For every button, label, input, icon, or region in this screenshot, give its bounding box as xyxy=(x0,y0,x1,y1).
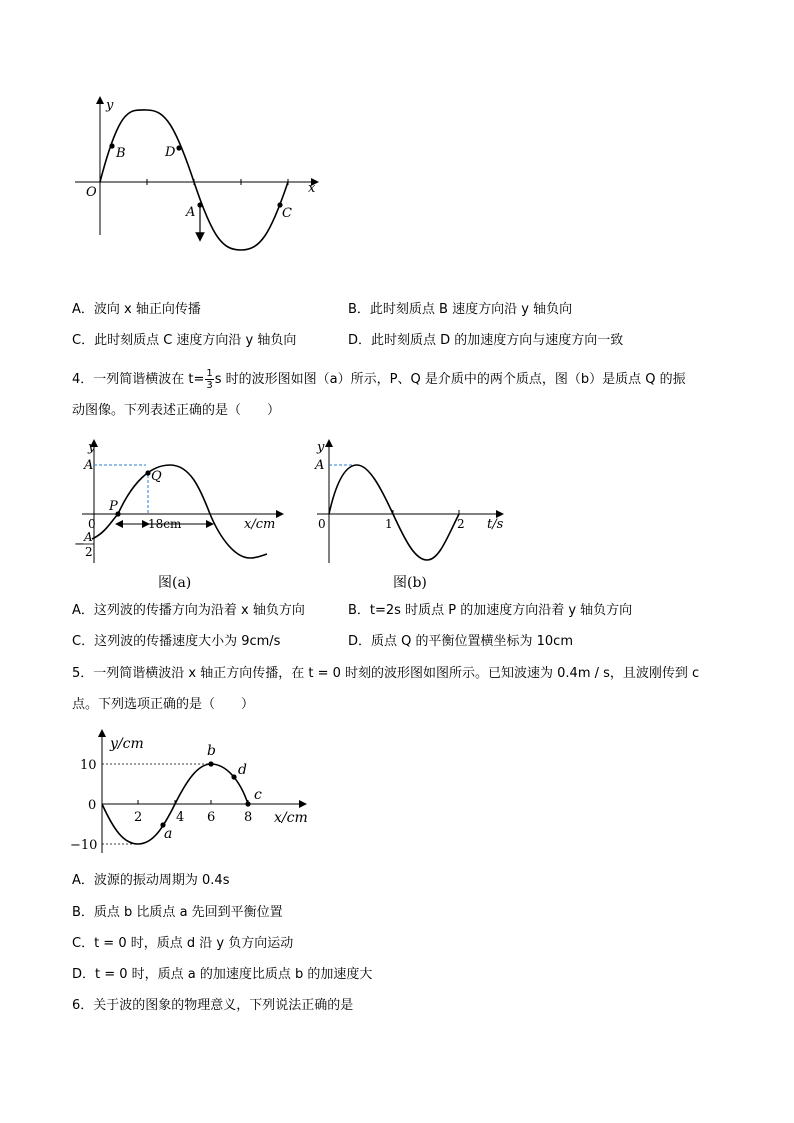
q3-label-b: B xyxy=(116,146,126,161)
q4a-label-p: P xyxy=(109,499,118,514)
q3-wave-graph xyxy=(70,95,330,255)
q4a-label-amp: A xyxy=(84,458,94,473)
q5-option-d: D．t = 0 时，质点 a 的加速度比质点 b 的加速度大 xyxy=(72,967,373,982)
q5-label-y: y/cm xyxy=(110,736,144,752)
q4a-label-origin: 0 xyxy=(88,517,96,531)
q5-tick-4: 4 xyxy=(176,810,185,825)
q5-label-x: x/cm xyxy=(274,810,308,826)
q4b-wave-curve xyxy=(329,465,459,560)
q5-stem-line1: 5．一列简谐横波沿 x 轴正方向传播，在 t = 0 时刻的波形图如图所示。已知波速为 0.4m / s，且波刚传到 c xyxy=(72,666,700,681)
q5-option-a: A．波源的振动周期为 0.4s xyxy=(72,873,230,888)
q4-graph-a xyxy=(70,438,290,568)
q4-option-d: D．质点 Q 的平衡位置横坐标为 10cm xyxy=(348,634,573,649)
q4-stem-line1: 4．一列简谐横波在 t= $\frac{1}{3}$ s 时的波形图如图（a）所示，P、Q 是介质中的两个质点，图（b）是质点 Q 的振 xyxy=(72,368,686,391)
q5-tick-2: 2 xyxy=(134,810,143,825)
q4b-caption: 图(b) xyxy=(393,575,427,591)
q5-stem-line2: 点。下列选项正确的是（ ） xyxy=(72,697,255,712)
q5-label-a: a xyxy=(164,826,173,842)
q4-stem-line2: 动图像。下列表述正确的是（ ） xyxy=(72,403,281,418)
q3-label-c: C xyxy=(282,206,292,221)
q4-time-fraction: $\frac{1}{3}$ xyxy=(206,368,213,391)
q3-label-x: x xyxy=(308,181,316,196)
q4a-neg-half-num: A xyxy=(84,530,93,544)
q5-wave-graph xyxy=(68,728,318,863)
q5-tick-8: 8 xyxy=(244,810,253,825)
q4a-neg-half-den: 2 xyxy=(85,545,93,559)
q5-label-c: c xyxy=(254,787,262,803)
q4a-label-distance: 18cm xyxy=(148,517,182,531)
q5-tick-6: 6 xyxy=(207,810,216,825)
q4-graph-b xyxy=(305,438,510,568)
q4b-tick-2: 2 xyxy=(457,517,465,531)
q3-label-d: D xyxy=(165,145,176,160)
q5-tick-10: 10 xyxy=(80,758,97,773)
q4a-label-y: y xyxy=(88,440,96,455)
q3-label-origin: O xyxy=(86,185,97,200)
q5-tick-neg10: −10 xyxy=(70,838,98,853)
q3-option-d: D．此时刻质点 D 的加速度方向与速度方向一致 xyxy=(348,333,624,348)
q3-label-y: y xyxy=(106,98,114,113)
q4-option-b: B．t=2s 时质点 P 的加速度方向沿着 y 轴负方向 xyxy=(348,603,633,618)
q4-option-c: C．这列波的传播速度大小为 9cm/s xyxy=(72,634,281,649)
q5-option-b: B．质点 b 比质点 a 先回到平衡位置 xyxy=(72,905,283,920)
q5-point-b xyxy=(208,761,213,766)
q3-label-a: A xyxy=(186,205,196,220)
q5-option-c: C．t = 0 时，质点 d 沿 y 负方向运动 xyxy=(72,936,294,951)
q3-option-a: A．波向 x 轴正向传播 xyxy=(72,302,201,317)
q3-option-c: C．此时刻质点 C 速度方向沿 y 轴负向 xyxy=(72,333,297,348)
q3-point-b xyxy=(109,143,114,148)
q5-label-b: b xyxy=(207,743,216,759)
q4b-tick-1: 1 xyxy=(385,517,393,531)
q5-point-d xyxy=(231,774,236,779)
q5-label-d: d xyxy=(238,762,247,778)
q4a-label-x: x/cm xyxy=(244,517,276,532)
q4b-label-origin: 0 xyxy=(318,517,326,531)
q5-tick-0: 0 xyxy=(88,798,97,813)
q3-option-b: B．此时刻质点 B 速度方向沿 y 轴负向 xyxy=(348,302,573,317)
q4b-label-y: y xyxy=(317,440,325,455)
q3-point-a xyxy=(197,202,202,207)
q4b-label-x: t/s xyxy=(487,517,504,532)
q4a-label-q: Q xyxy=(151,469,162,484)
q4a-caption: 图(a) xyxy=(158,575,192,591)
q4a-point-q xyxy=(145,470,150,475)
q5-point-c xyxy=(245,801,250,806)
q4-option-a: A．这列波的传播方向为沿着 x 轴负方向 xyxy=(72,603,305,618)
q3-wave-curve xyxy=(100,110,288,250)
q4b-label-amp: A xyxy=(315,458,325,473)
q6-stem: 6．关于波的图象的物理意义，下列说法正确的是 xyxy=(72,998,354,1013)
q3-point-d xyxy=(176,145,181,150)
q4a-neg-sign: − xyxy=(74,537,85,552)
